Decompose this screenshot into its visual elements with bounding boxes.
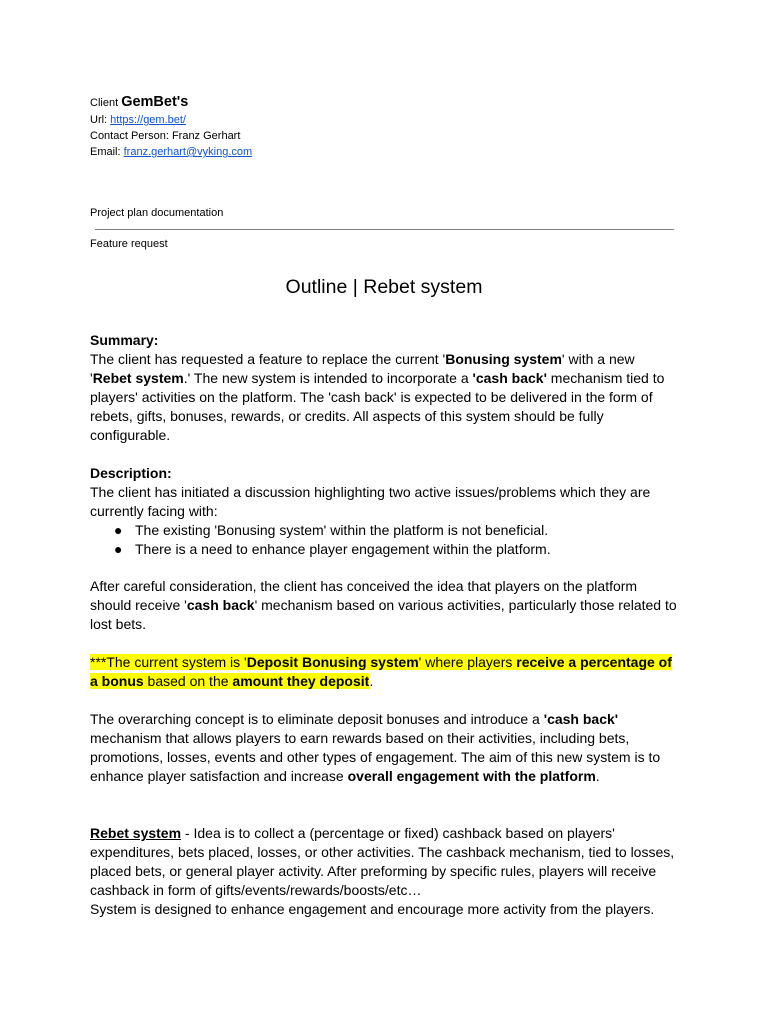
rebet-paragraph: Rebet system - Idea is to collect a (percentage or fixed) cashback based on players' expenditures, bets placed, losses, or other activities. The cashback mechanism, tied to losses, placed bets, or general player activity. After preforming by specific rules, players will receive cashback in form of gifts/events/rewards/boosts/etc…: [90, 825, 675, 898]
list-item: ● There is a need to enhance player engagement within the platform.: [114, 541, 551, 557]
url-line: [90, 112, 186, 128]
bullet-icon: ●: [114, 522, 123, 538]
feature-request-label: Feature request: [90, 238, 168, 250]
bullet-icon: ●: [114, 541, 123, 557]
description-heading: Description:: [90, 465, 172, 481]
contact-value: Franz Gerhart: [171, 130, 241, 142]
email-label: Email:: [90, 146, 121, 158]
email-line: [90, 144, 252, 160]
summary-paragraph: The client has requested a feature to replace the current 'Bonusing system' with a new 'Rebet system.' The new system is intended to incorporate a 'cash back' mechanism tied to players' activities on the platform. The 'cash back' is expected to be delivered in the form of rebets, gifts, bonuses, rewards, or credits. All aspects of this system should be fully configurable.: [90, 351, 665, 443]
summary-heading: Summary:: [90, 332, 159, 348]
concept-paragraph: The overarching concept is to eliminate deposit bonuses and introduce a 'cash back' mechanism that allows players to earn rewards based on their activities, including bets, promotions, losses, events and other types of engagement. The aim of this new system is to enhance player satisfaction and increase overall engagement with the platform.: [90, 711, 661, 784]
email-link[interactable]: franz.gerhart@vyking.com: [123, 146, 253, 158]
contact-line: [90, 128, 240, 144]
description-intro: The client has initiated a discussion highlighting two active issues/problems which they are currently facing with:: [90, 484, 651, 519]
horizontal-divider: [95, 229, 674, 230]
consideration-paragraph: After careful consideration, the client has conceived the idea that players on the platform should receive 'cash back' mechanism based on various activities, particularly those related to lost bets.: [90, 578, 677, 632]
client-name: GemBet's: [121, 94, 189, 110]
issues-list: [90, 521, 680, 559]
document-body: [90, 331, 680, 919]
highlighted-note: ***The current system is 'Deposit Bonusing system' where players receive a percentage of a bonus based on the amount they deposit.: [90, 654, 672, 689]
url-label: Url:: [90, 114, 108, 126]
url-link[interactable]: https://gem.bet/: [110, 114, 186, 126]
contact-label: Contact Person:: [90, 130, 169, 142]
rebet-term: Rebet system: [90, 825, 182, 841]
client-label: Client: [90, 97, 119, 109]
document-title: Outline | Rebet system: [285, 276, 483, 298]
rebet-goal: System is designed to enhance engagement and encourage more activity from the players.: [90, 901, 655, 917]
list-item: ● The existing 'Bonusing system' within the platform is not beneficial.: [114, 522, 549, 538]
client-line: [90, 94, 188, 111]
project-plan-label: Project plan documentation: [90, 207, 224, 219]
